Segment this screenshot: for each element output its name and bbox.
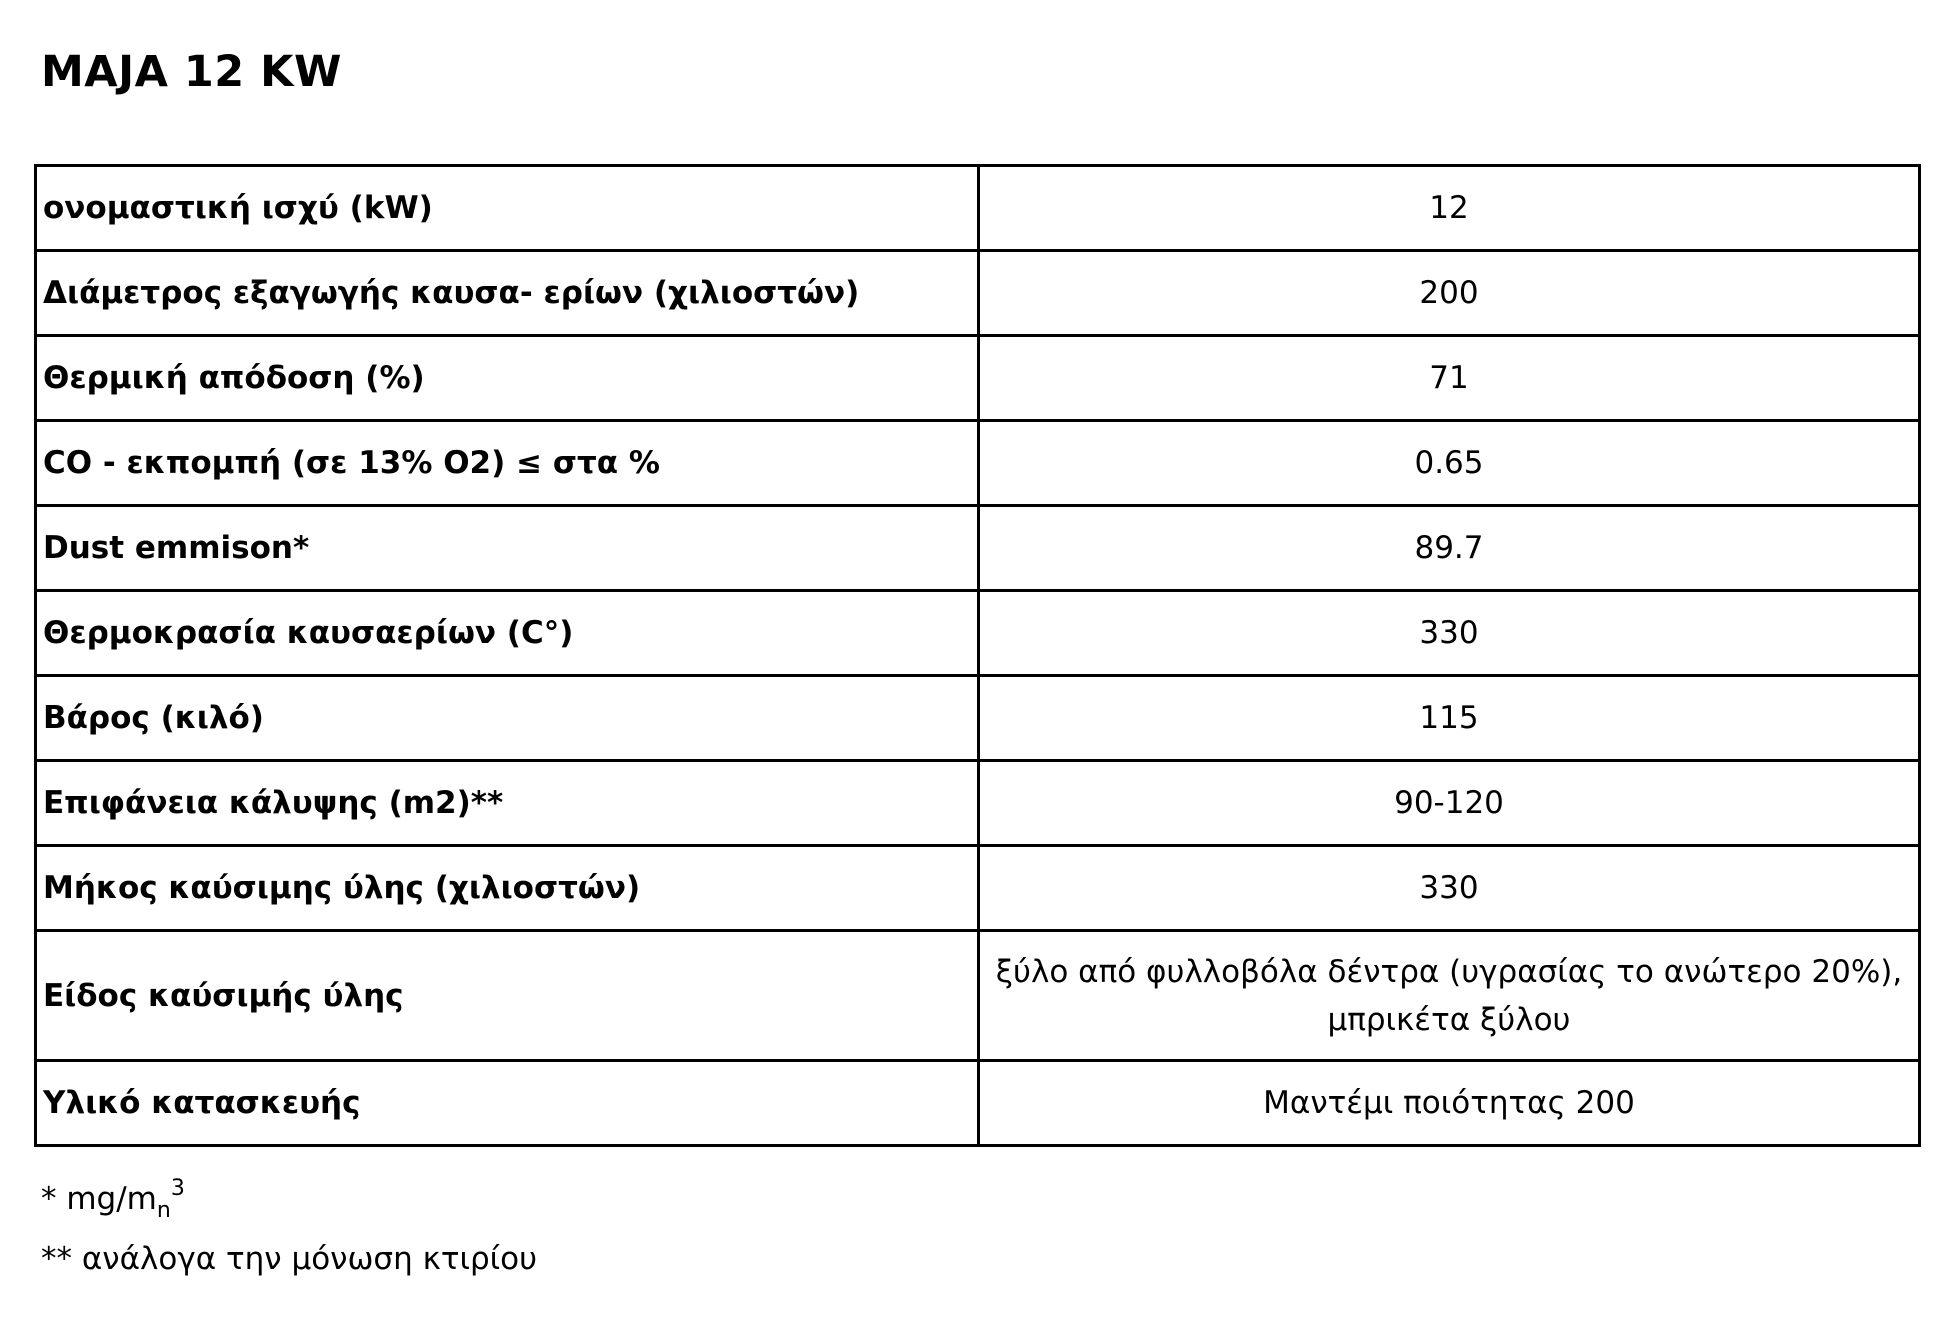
table-row (36, 676, 1920, 761)
row-value: 200 (979, 251, 1920, 336)
footnote-dust-superscript: 3 (170, 1176, 185, 1201)
row-label: Μήκος καύσιμης ύλης (χιλιοστών) (36, 846, 979, 931)
table-row (36, 336, 1920, 421)
footnotes (41, 1165, 537, 1283)
row-value: 330 (979, 846, 1920, 931)
row-label: ονομαστική ισχύ (kW) (36, 166, 979, 251)
table-row (36, 421, 1920, 506)
row-label: Είδος καύσιμής ύλης (36, 931, 979, 1061)
row-label: Dust emmison* (36, 506, 979, 591)
table-row (36, 1061, 1920, 1146)
table-row (36, 506, 1920, 591)
row-label: Υλικό κατασκευής (36, 1061, 979, 1146)
footnote-dust-subscript: n (156, 1198, 171, 1223)
row-label: CO - εκπομπή (σε 13% O2) ≤ στα % (36, 421, 979, 506)
row-label: Διάμετρος εξαγωγής καυσα- ερίων (χιλιοστών) (36, 251, 979, 336)
row-value: 0.65 (979, 421, 1920, 506)
table-row (36, 591, 1920, 676)
row-value: Μαντέμι ποιότητας 200 (979, 1061, 1920, 1146)
row-label: Θερμική απόδοση (%) (36, 336, 979, 421)
row-value: 330 (979, 591, 1920, 676)
page-title: MAJA 12 KW (41, 47, 342, 97)
row-label: Βάρος (κιλό) (36, 676, 979, 761)
footnote-area: ** ανάλογα την μόνωση κτιρίου (41, 1241, 538, 1277)
footnote-dust-unit (41, 1165, 537, 1235)
spec-table (34, 164, 1921, 1147)
row-value-line: ξύλο από φυλλοβόλα δέντρα (υγρασίας το ανώτερο 20%), (995, 953, 1903, 990)
row-value: 89.7 (979, 506, 1920, 591)
row-label: Επιφάνεια κάλυψης (m2)** (36, 761, 979, 846)
row-value: 90-120 (979, 761, 1920, 846)
table-row (36, 251, 1920, 336)
table-row (36, 166, 1920, 251)
table-row (36, 761, 1920, 846)
row-label: Θερμοκρασία καυσαερίων (C°) (36, 591, 979, 676)
row-value: 12 (979, 166, 1920, 251)
table-row (36, 846, 1920, 931)
footnote-dust-text: * mg/m (41, 1181, 157, 1217)
row-value: 71 (979, 336, 1920, 421)
row-value (979, 931, 1920, 1061)
table-row (36, 931, 1920, 1061)
row-value-line: μπρικέτα ξύλου (1327, 1001, 1571, 1038)
row-value: 115 (979, 676, 1920, 761)
